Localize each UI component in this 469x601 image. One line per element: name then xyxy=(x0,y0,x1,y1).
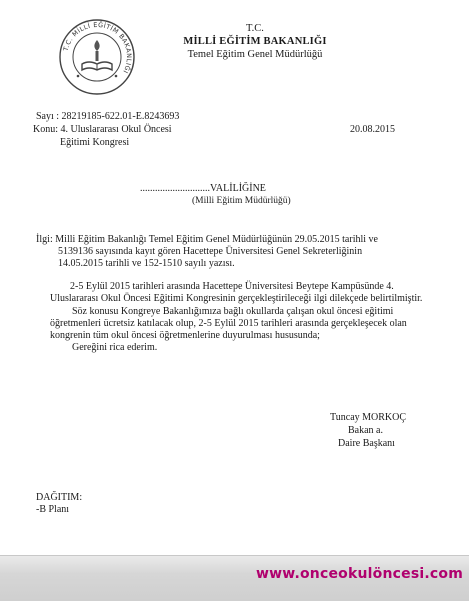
body-p1-line2: Uluslararası Okul Öncesi Eğitimi Kongresinin gerçekleştirileceği ilgi dilekçede belirtilmiştir. xyxy=(50,293,423,304)
konu-row xyxy=(33,124,172,136)
ilgi-line-3: 14.05.2015 tarihli ve 152-1510 sayılı yazısı. xyxy=(58,258,235,269)
distribution-label: DAĞITIM: xyxy=(36,492,83,503)
logo-ring-text: T.C. MİLLİ EĞİTİM BAKANLIĞI xyxy=(61,20,134,75)
signatory-proxy: Bakan a. xyxy=(348,425,383,436)
ilgi-line-1: : Milli Eğitim Bakanlığı Temel Eğitim Genel Müdürlüğünün 29.05.2015 tarihli ve xyxy=(50,234,378,245)
addressee-subtitle: (Milli Eğitim Müdürlüğü) xyxy=(192,196,291,206)
konu-value: 4. Uluslararası Okul Öncesi xyxy=(60,124,172,135)
ministry-seal-icon xyxy=(58,18,136,96)
addressee: ............................VALİLİĞİNE xyxy=(140,183,266,194)
body-p2-line2: öğretmenleri ücretsiz katılacak olup, 2-5 Eylül 2015 tarihleri arasında gerçekleşecek olan xyxy=(50,318,407,329)
signatory-name: Tuncay MORKOÇ xyxy=(330,412,407,423)
body-p1-line1: 2-5 Eylül 2015 tarihleri arasında Hacettepe Üniversitesi Beytepe Kampüsünde 4. xyxy=(70,281,394,292)
ilgi-line-2: 5139136 sayısında kayıt gören Hacettepe Üniversitesi Genel Sekreterliğinin xyxy=(58,246,363,257)
signatory-title: Daire Başkanı xyxy=(338,438,395,449)
document-date: 20.08.2015 xyxy=(350,124,395,135)
distribution-item: -B Planı xyxy=(36,504,70,515)
header-line-tc: T.C. xyxy=(246,23,264,34)
letterhead xyxy=(150,22,360,61)
body-p2-line1: Söz konusu Kongreye Bakanlığımıza bağlı okullarda çalışan okul öncesi eğitimi xyxy=(72,306,394,317)
header-directorate: Temel Eğitim Genel Müdürlüğü xyxy=(187,49,323,60)
header-ministry: MİLLİ EĞİTİM BAKANLIĞI xyxy=(183,36,327,47)
body-closing: Gereğini rica ederim. xyxy=(72,342,158,353)
ilgi-label: İlgi xyxy=(36,234,50,245)
sayi-row xyxy=(36,111,179,123)
sayi-value: : 28219185-622.01-E.8243693 xyxy=(56,111,180,122)
konu-label: Konu: xyxy=(33,124,58,135)
sayi-label: Sayı xyxy=(36,111,54,122)
body-p2-line3: kongrenin tüm okul öncesi öğretmenlerine duyurulması hususunda; xyxy=(50,330,320,341)
watermark-url-link[interactable]: www.onceokulöncesi.com xyxy=(255,566,463,582)
konu-value-line2: Eğitimi Kongresi xyxy=(60,137,130,148)
